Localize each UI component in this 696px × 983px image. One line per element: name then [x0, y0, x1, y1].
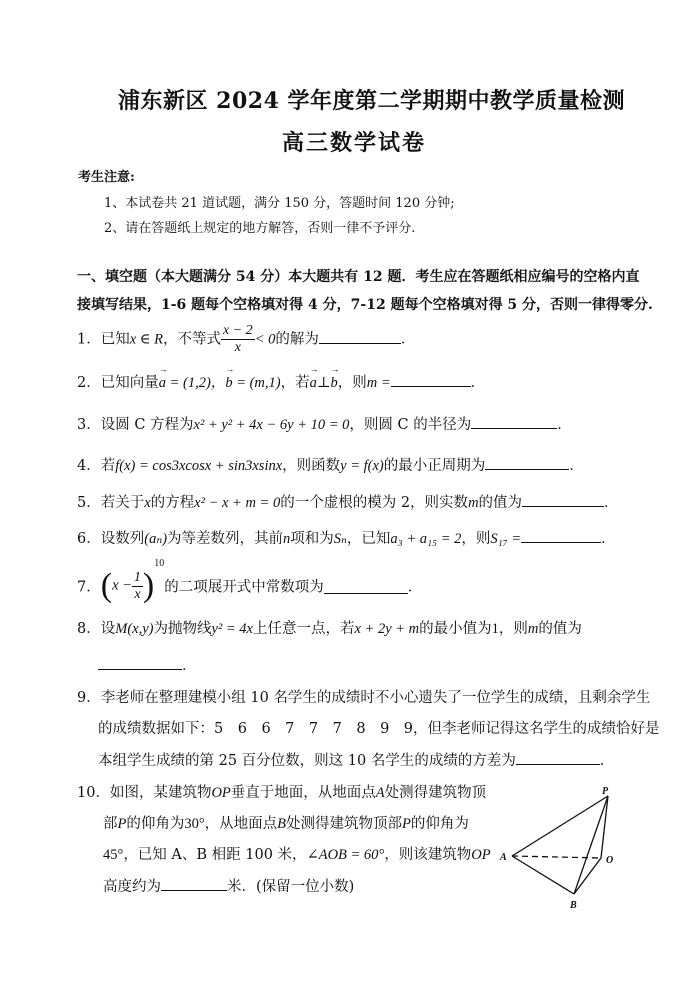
question-10-line2: 部P的仰角为30°，从地面点B处测得建筑物顶部P的仰角为 — [103, 816, 469, 832]
answer-blank-5[interactable] — [522, 492, 604, 507]
label-B: B — [570, 900, 577, 911]
answer-blank-6[interactable] — [521, 528, 601, 543]
question-8-answer-line: ． — [98, 654, 197, 675]
question-9: 9．李老师在整理建模小组 10 名学生的成绩时不小心遗失了一位学生的成绩，且剩余学生 — [77, 690, 651, 706]
notice-item-1: 1、本试卷共 21 道试题，满分 150 分，答题时间 120 分钟; — [104, 196, 455, 211]
label-P: P — [602, 786, 609, 797]
section1-instructions-line2: 接填写结果，1-6 题每个空格填对得 4 分，7-12 题每个空格填对得 5 分，否则一律得零分. — [77, 297, 653, 313]
question-9-line2: 的成绩数据如下：5 6 6 7 7 7 8 9 9，但李老师记得这名学生的成绩恰好是 — [98, 721, 660, 737]
section1-instructions-line1: 一、填空题（本大题满分 54 分）本大题共有 12 题．考生应在答题纸相应编号的空格内直 — [77, 269, 640, 285]
question-10-line3: 45°，已知 A、B 相距 100 米，∠AOB = 60°，则该建筑物OP — [103, 847, 491, 863]
question-9-line3: 本组学生成绩的第 25 百分位数，则这 10 名学生的成绩的方差为 ． — [98, 749, 614, 770]
answer-blank-3[interactable] — [471, 414, 557, 429]
answer-blank-1[interactable] — [319, 329, 401, 344]
q10-pyramid-figure — [496, 784, 636, 914]
answer-blank-7[interactable] — [324, 579, 408, 594]
label-A: A — [500, 852, 507, 863]
edge-BO — [574, 858, 601, 894]
question-8: 8．设M(x,y)为抛物线y² = 4x上任意一点，若x + 2y + m的最小值为1，则m的值为 — [77, 621, 582, 637]
q1-fraction: $\frac{x - 2}{x}$ — [223, 323, 253, 355]
answer-blank-8[interactable] — [98, 655, 182, 670]
q7-left-paren: ( — [100, 567, 113, 604]
notice-item-2: 2、请在答题纸上规定的地方解答，否则一律不予评分. — [104, 221, 416, 236]
question-10: 10．如图，某建筑物OP垂直于地面，从地面点A处测得建筑物顶 — [77, 785, 487, 801]
question-7: 7．(x − $\frac{1}{x}$ )$^{10}$的二项展开式中常数项为 ． — [77, 558, 423, 604]
edge-AB — [512, 856, 574, 894]
notice-heading: 考生注意: — [78, 170, 135, 185]
q7-fraction: $\frac{1}{x}$ — [133, 569, 141, 602]
question-5: 5．若关于x的方程x² − x + m = 0的一个虚根的模为 2，则实数m的值为 ． — [77, 491, 619, 512]
edge-PA — [512, 796, 608, 856]
question-4: 4．若f(x) = cos3xcosx + sin3xsinx，则函数y = f(x)的最小正周期为 ． — [77, 454, 584, 475]
question-1: 1．已知x ∈ R，不等式 $\frac{x - 2}{x}$ < 0的解为 ． — [77, 323, 416, 355]
question-2: 2．已知向量→ a = (1,2)，→ b = (m,1)，若→ a⊥→ b，则m = ． — [77, 371, 485, 392]
answer-blank-9[interactable] — [516, 750, 600, 765]
label-O: O — [606, 855, 614, 866]
question-6: 6．设数列(aₙ)为等差数列，其前n项和为Sₙ，已知a₃ + a₁₅ = 2，则S₁₇ = ． — [77, 527, 616, 548]
question-10-line4: 高度约为 米．(保留一位小数) — [103, 875, 354, 896]
q7-right-paren: ) — [142, 567, 155, 604]
answer-blank-2[interactable] — [391, 372, 471, 387]
answer-blank-4[interactable] — [485, 455, 569, 470]
answer-blank-10[interactable] — [161, 876, 227, 891]
exam-title: 浦东新区 2024 学年度第二学期期中教学质量检测 — [118, 88, 626, 114]
question-3: 3．设圆 C 方程为x² + y² + 4x − 6y + 10 = 0，则圆 C 的半径为 ． — [77, 413, 572, 434]
exam-subtitle: 高三数学试卷 — [282, 130, 427, 156]
